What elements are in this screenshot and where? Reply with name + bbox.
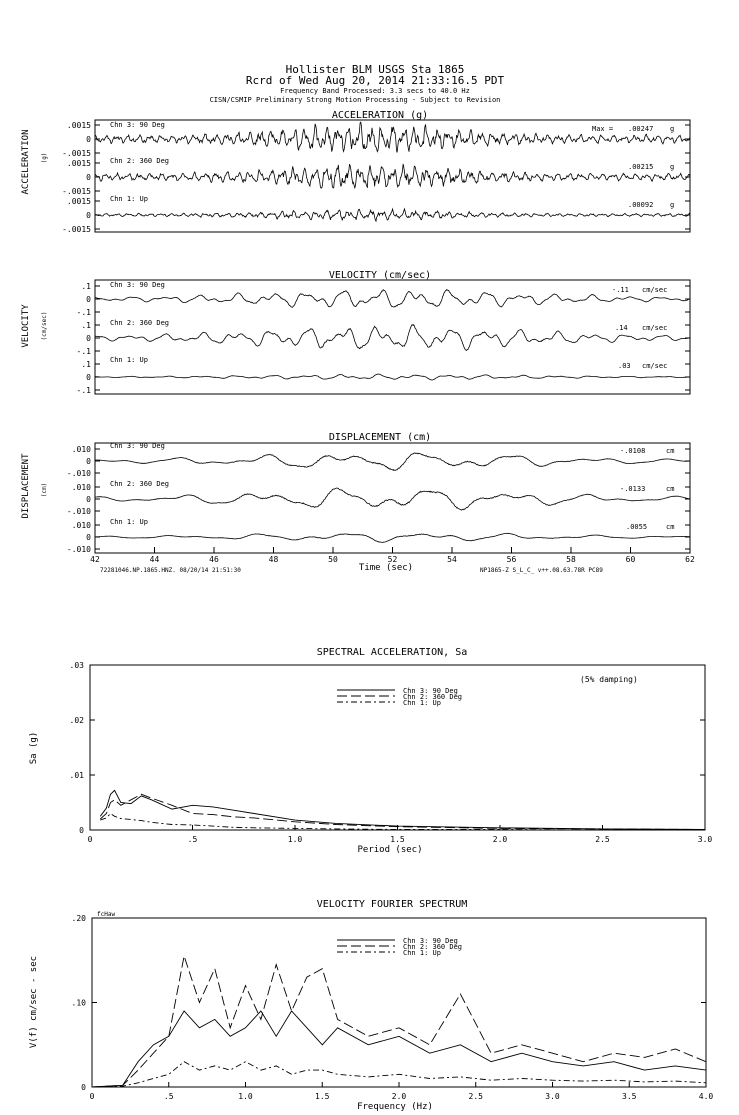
series-line-2 (100, 794, 705, 829)
acceleration-chn3-max: .00247 (628, 125, 654, 133)
time-x-tick-label: 54 (447, 555, 457, 564)
acceleration-tick-label: 0 (86, 211, 91, 220)
chart-y-tick-label: .20 (71, 914, 86, 923)
acceleration-chn1-label: Chn 1: Up (110, 195, 148, 203)
time-x-tick-label: 46 (209, 555, 219, 564)
displacement-tick-label: .010 (71, 521, 91, 530)
acceleration-tick-label: .0015 (66, 197, 91, 206)
velocity-fourier-chart (29, 899, 713, 1112)
acceleration-tick-label: -.0015 (62, 187, 91, 196)
chart-y-tick-label: .03 (69, 661, 84, 670)
legend-label-3: Chn 1: Up (403, 699, 441, 707)
chart-x-tick-label: 0 (87, 835, 93, 844)
fs-corner-label: fcHaw (97, 911, 116, 918)
velocity-tick-label: .1 (81, 360, 91, 369)
footer-left: 72281046.NP.1865.HNZ. 08/20/14 21:51:30 (100, 567, 241, 574)
acceleration-chn2-max: .00215 (628, 163, 654, 171)
displacement-tick-label: -.010 (66, 545, 91, 554)
chart-x-tick-label: 2.5 (595, 835, 610, 844)
header-band: Frequency Band Processed: 3.3 secs to 40.0 Hz (280, 87, 470, 95)
displacement-tick-label: -.010 (66, 469, 91, 478)
acceleration-unit-label: (g) (41, 152, 48, 164)
acceleration-trace-chn (95, 164, 690, 188)
sa-title: SPECTRAL ACCELERATION, Sa (316, 647, 468, 658)
series-line-1 (100, 790, 705, 829)
header-disclaimer: CISN/CSMIP Preliminary Strong Motion Processing - Subject to Revision (209, 96, 501, 104)
velocity-panel (21, 270, 690, 395)
acceleration-tick-label: -.0015 (62, 225, 91, 234)
acceleration-chn2-unit: g (670, 163, 675, 171)
chart-x-tick-label: 2.5 (468, 1092, 483, 1101)
legend-label-3: Chn 1: Up (403, 949, 441, 957)
fs-ylabel: V(f) cm/sec - sec (29, 955, 39, 1049)
velocity-side-label: VELOCITY (21, 304, 31, 348)
time-x-tick-label: 60 (625, 555, 636, 564)
velocity-chn3-label: Chn 3: 90 Deg (110, 281, 165, 289)
chart-x-tick-label: 1.5 (390, 835, 405, 844)
chart-x-tick-label: 3.5 (622, 1092, 637, 1101)
time-x-tick-label: 44 (149, 555, 160, 564)
velocity-tick-label: .1 (81, 321, 91, 330)
displacement-tick-label: .010 (71, 483, 91, 492)
displacement-traces (95, 453, 690, 543)
sa-legend (337, 687, 462, 707)
chart-x-tick-label: 3.0 (545, 1092, 560, 1101)
time-x-tick-label: 56 (506, 555, 517, 564)
legend-label-2: Chn 2: 360 Deg (403, 693, 463, 701)
chart-y-tick-label: .02 (69, 716, 84, 725)
chart-y-tick-label: 0 (81, 1083, 86, 1092)
chart-x-tick-label: 4.0 (698, 1092, 714, 1101)
displacement-tick-label: 0 (86, 457, 91, 466)
chart-x-tick-label: 2.0 (492, 835, 508, 844)
displacement-chn2-label: Chn 2: 360 Deg (110, 480, 170, 488)
displacement-tick-label: 0 (86, 495, 91, 504)
chart-x-tick-label: .5 (163, 1092, 174, 1101)
time-x-tick-label: 62 (685, 555, 695, 564)
header-record: Rcrd of Wed Aug 20, 2014 21:33:16.5 PDT (245, 74, 505, 87)
footer-right: NP1865-Z S_L_C_ v++.08.63.78R PC89 (480, 567, 603, 574)
velocity-chn1-max: .03 (618, 362, 631, 370)
acceleration-chn2-label: Chn 2: 360 Deg (110, 157, 170, 165)
chart-x-tick-label: 1.0 (287, 835, 303, 844)
time-x-tick-label: 50 (328, 555, 338, 564)
displacement-trace-chn (95, 453, 690, 471)
displacement-trace-chn (95, 533, 690, 542)
displacement-chn1-max: .0055 (626, 523, 648, 531)
velocity-title: VELOCITY (cm/sec) (328, 270, 432, 281)
chart-y-tick-label: .01 (69, 771, 84, 780)
series-line-2 (92, 956, 706, 1087)
sa-series (100, 790, 705, 830)
acceleration-tick-label: -.0015 (62, 149, 91, 158)
header-station: Hollister BLM USGS Sta 1865 (285, 63, 465, 76)
legend-label-2: Chn 2: 360 Deg (403, 943, 463, 951)
displacement-tick-label: .010 (71, 445, 91, 454)
velocity-chn2-max: .14 (615, 324, 628, 332)
velocity-chn2-unit: cm/sec (642, 324, 668, 332)
displacement-chn3-label: Chn 3: 90 Deg (110, 442, 165, 450)
velocity-traces (95, 290, 690, 381)
displacement-chn3-unit: cm (666, 447, 675, 455)
velocity-tick-label: -.1 (76, 308, 91, 317)
velocity-tick-label: -.1 (76, 386, 91, 395)
fs-ticks (72, 914, 714, 1101)
velocity-chn3-unit: cm/sec (642, 286, 668, 294)
velocity-chn1-unit: cm/sec (642, 362, 668, 370)
sa-frame (90, 665, 705, 830)
acceleration-chn3-label: Chn 3: 90 Deg (110, 121, 165, 129)
series-line-3 (100, 814, 705, 831)
displacement-chn3-max: -.0108 (620, 447, 646, 455)
acceleration-tick-label: .0015 (66, 121, 91, 130)
acceleration-tick-label: 0 (86, 173, 91, 182)
velocity-tick-label: 0 (86, 334, 91, 343)
chart-x-tick-label: 0 (89, 1092, 95, 1101)
displacement-title: DISPLACEMENT (cm) (328, 432, 432, 443)
displacement-chn2-max: -.0133 (620, 485, 646, 493)
displacement-chn1-unit: cm (666, 523, 675, 531)
chart-x-tick-label: .5 (187, 835, 198, 844)
displacement-chn2-unit: cm (666, 485, 675, 493)
velocity-unit-label: (cm/sec) (41, 311, 48, 341)
spectral-acceleration-chart (29, 647, 712, 855)
displacement-unit-label: (cm) (41, 482, 48, 498)
velocity-chn3-max: -.11 (612, 286, 629, 294)
acceleration-max-prefix: Max = (592, 125, 614, 133)
acceleration-side-label: ACCELERATION (21, 129, 31, 195)
chart-x-tick-label: 1.0 (238, 1092, 253, 1101)
fs-legend (337, 937, 462, 957)
acceleration-chn1-max: .00092 (628, 201, 654, 209)
velocity-tick-label: 0 (86, 373, 91, 382)
legend-label-1: Chn 3: 90 Deg (403, 687, 458, 695)
displacement-side-label: DISPLACEMENT (21, 453, 31, 519)
displacement-tick-label: -.010 (66, 507, 91, 516)
fs-xlabel: Frequency (Hz) (357, 1102, 433, 1112)
time-x-tick-label: 48 (268, 555, 279, 564)
sa-ylabel: Sa (g) (29, 731, 39, 765)
time-x-ticks (90, 547, 695, 564)
chart-x-tick-label: 1.5 (315, 1092, 330, 1101)
velocity-chn2-label: Chn 2: 360 Deg (110, 319, 170, 327)
acceleration-title: ACCELERATION (g) (331, 110, 429, 121)
displacement-y-ticks (67, 445, 690, 554)
velocity-trace-chn (95, 325, 690, 351)
chart-y-tick-label: 0 (79, 826, 84, 835)
acceleration-traces (95, 122, 690, 221)
acceleration-trace-chn (95, 209, 690, 221)
chart-x-tick-label: 2.0 (391, 1092, 407, 1101)
acceleration-panel (21, 110, 690, 234)
series-line-1 (92, 1011, 706, 1087)
displacement-chn1-label: Chn 1: Up (110, 518, 148, 526)
acceleration-chn3-unit: g (670, 125, 675, 133)
velocity-chn1-label: Chn 1: Up (110, 356, 148, 364)
fs-title: VELOCITY FOURIER SPECTRUM (316, 899, 468, 910)
sa-ticks (70, 661, 713, 844)
chart-y-tick-label: .10 (71, 998, 86, 1008)
sa-note: (5% damping) (580, 675, 638, 684)
time-x-tick-label: 52 (387, 555, 398, 564)
legend-label-1: Chn 3: 90 Deg (403, 937, 458, 945)
velocity-tick-label: -.1 (76, 347, 91, 356)
time-x-tick-label: 58 (566, 555, 576, 564)
time-axis-label: Time (sec) (358, 563, 414, 573)
sa-xlabel: Period (sec) (357, 845, 423, 855)
velocity-trace-chn (95, 290, 690, 308)
velocity-trace-chn (95, 374, 690, 380)
velocity-tick-label: .1 (81, 282, 91, 291)
acceleration-tick-label: .0015 (66, 159, 91, 168)
velocity-tick-label: 0 (86, 295, 91, 304)
fs-series (92, 956, 706, 1087)
displacement-tick-label: 0 (86, 533, 91, 542)
time-x-tick-label: 42 (90, 555, 100, 564)
acceleration-chn1-unit: g (670, 201, 675, 209)
displacement-panel (21, 432, 695, 574)
acceleration-tick-label: 0 (86, 135, 91, 144)
displacement-trace-chn (95, 488, 690, 510)
chart-x-tick-label: 3.0 (697, 835, 713, 844)
